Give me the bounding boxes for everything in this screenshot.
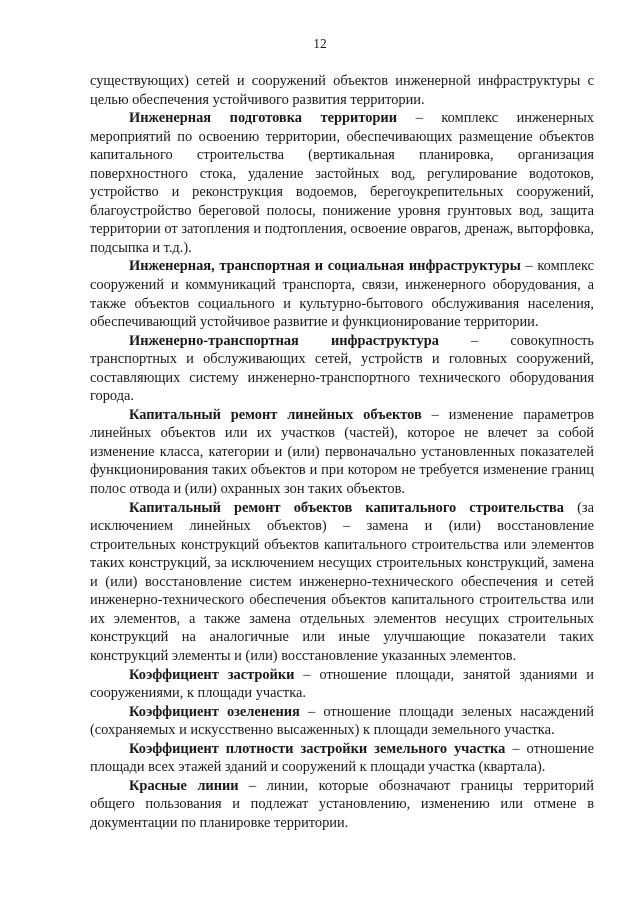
definition-capital-construction-repair (90, 499, 594, 666)
definition-term: Инженерно-транспортная инфраструктура (129, 332, 439, 349)
definition-text: – изменение параметров линейных объектов или их участков (частей), которое не влечет за собой изменение класса, категории и (или) первоначально установленных показателей функционирования таких объектов и при котором не требуется изменение границ полос отвода и (или) охранных зон таких объектов. (90, 406, 595, 498)
definition-engineering-transport-infrastructure (90, 332, 594, 406)
definition-density-coefficient (90, 740, 594, 777)
definition-term: Капитальный ремонт линейных объектов (129, 406, 422, 423)
definition-term: Инженерная подготовка территории (129, 110, 397, 127)
definition-term: Капитальный ремонт объектов капитального строительства (129, 499, 564, 516)
paragraph-text: существующих) сетей и сооружений объектов инженерной инфраструктуры с целью обеспечения устойчивого развития территории. (90, 73, 594, 108)
definition-term: Коэффициент плотности застройки земельного участка (129, 740, 506, 757)
definition-text: – отношение площади всех этажей зданий и сооружений к площади участка (квартала). (90, 740, 595, 776)
definition-text: (за исключением линейных объектов) – замена и (или) восстановление строительных конструкций объектов капитального строительства или элементов таких конструкций, за исключением несущих строительных конструкций, замена и (или) восстановление систем инженерно-технического обеспечения и сетей инженерно-технического обеспечения объектов капитального строительства или их элементов, а также замена отдельных элементов несущих строительных конструкций на аналогичные или иные улучшающие показатели таких конструкций элементы и (или) восстановление указанных элементов. (90, 499, 594, 664)
definition-text: – отношение площади зеленых насаждений (сохраняемых и искусственно высаженных) к площади земельного участка. (90, 703, 594, 739)
definition-text: – комплекс инженерных мероприятий по освоению территории, обеспечивающих размещение объектов капитального строительства (вертикальная планировка, организация поверхностного стока, удаление застойных вод, регулирование водотоков, устройство и реконструкция водоемов, берегоукрепительных сооружений, благоустройство береговой полосы, понижение уровня грунтовых вод, защита территории от затопления и подтопления, освоение оврагов, дренаж, выторфовка, подсыпка и т.д.). (90, 110, 594, 256)
definition-term: Коэффициент застройки (129, 666, 295, 683)
definition-building-coefficient (90, 666, 594, 703)
paragraph-continuation (90, 72, 594, 109)
definition-term: Инженерная, транспортная и социальная инфраструктуры (129, 258, 521, 275)
definition-text: – отношение площади, занятой зданиями и сооружениями, к площади участка. (90, 666, 594, 702)
definition-infrastructures (90, 257, 594, 331)
definition-term: Красные линии (129, 777, 239, 794)
definition-engineering-preparation (90, 109, 594, 257)
page-number: 12 (313, 36, 327, 51)
definition-text: – линии, которые обозначают границы территорий общего пользования и подлежат установлению, изменению или отмене в документации по планировке территории. (90, 777, 594, 831)
definition-greening-coefficient (90, 703, 594, 740)
definition-text: – совокупность транспортных и обслуживающих сетей, устройств и головных сооружений, составляющих систему инженерно-транспортного технического оборудования города. (90, 332, 594, 405)
definition-text: – комплекс сооружений и коммуникаций транспорта, связи, инженерного оборудования, а также объектов социального и культурно-бытового обслуживания населения, обеспечивающий устойчивое развитие и функционирование территории. (90, 258, 595, 331)
document-body (90, 72, 594, 832)
definition-red-lines (90, 777, 594, 833)
definition-term: Коэффициент озеленения (129, 703, 300, 720)
definition-linear-objects-repair (90, 406, 594, 499)
